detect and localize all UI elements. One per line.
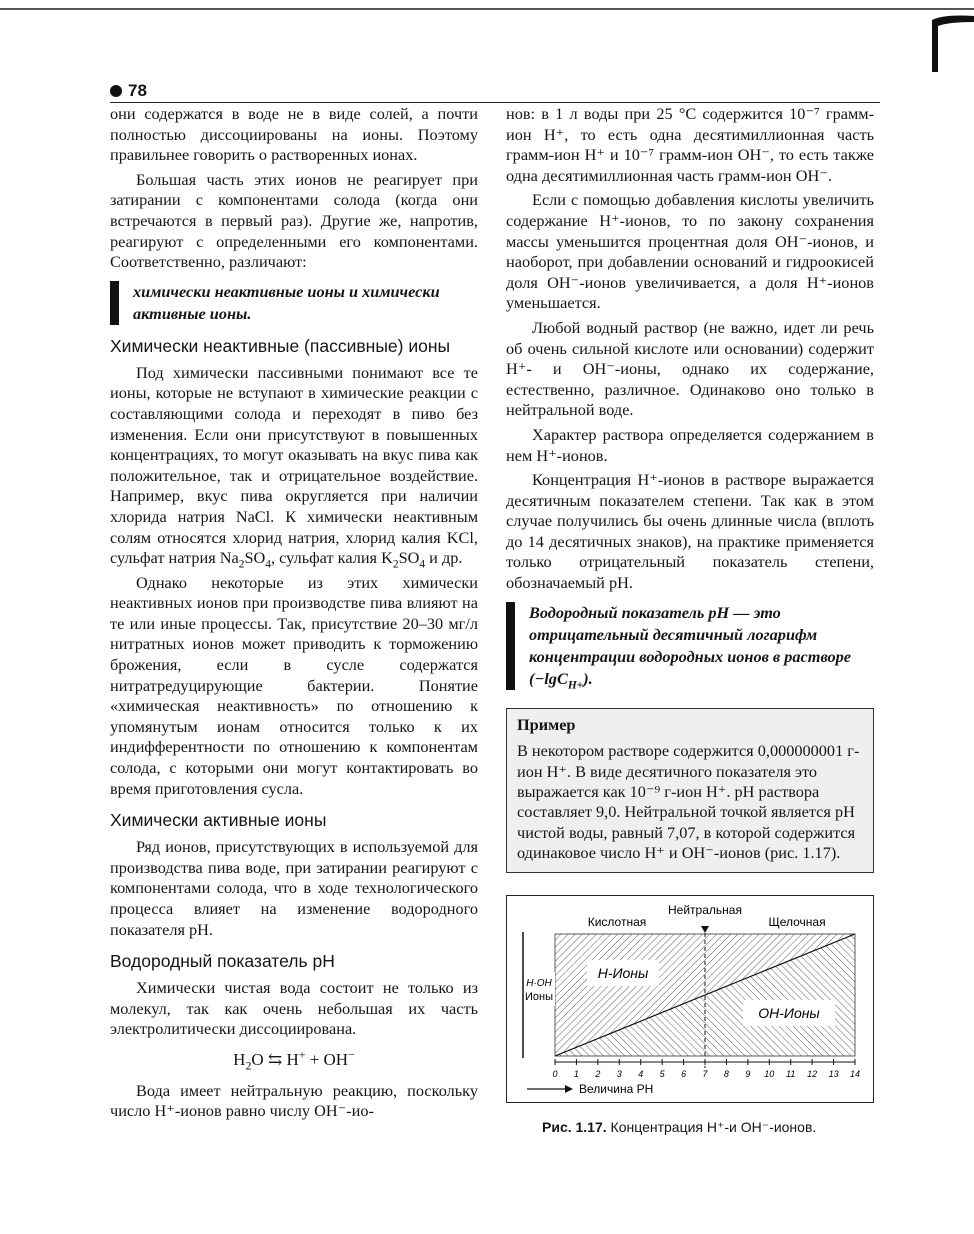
y-label-line1: H·OH <box>526 977 552 989</box>
scan-corner-mark <box>924 12 974 72</box>
definition-text: химически неактивные ионы и химически активные ионы. <box>133 281 440 323</box>
paragraph: Любой водный раствор (не важно, идет ли речь об очень сильной кислоте или основании) содержит H⁺- и OH⁻-ионы, однако их содержание, естественно, различное. Одинаково оно только в нейтральной воде. <box>506 317 874 420</box>
definition-box <box>506 602 874 690</box>
definition-bar <box>506 602 515 690</box>
paragraph: Однако некоторые из этих химически неактивных ионов при производстве пива влияют на те или иные процессы. Так, присутствие 20–30 мг/л нитратных ионов может приводить к торможению брожения, если в сусле содержатся нитратредуцирующие бактерии. Понятие «химическая неактивность» по отношению к упомянутым ионам относится только к их индифферентности по отношению к компонентам солода, с которыми они могут контактировать во время приготовления сусла. <box>110 572 478 798</box>
example-box <box>506 708 874 873</box>
x-tick-label: 7 <box>702 1068 708 1079</box>
equilibrium-arrow-icon: ⇆ <box>267 1049 283 1069</box>
ph-diagram-svg <box>507 896 873 1102</box>
x-tick-label: 10 <box>764 1068 775 1079</box>
definition-text: Водородный показатель pH — это отрицательный десятичный логарифм концентрации водородных ионов в растворе (−lgC$_{H+}$). <box>529 602 852 691</box>
paragraph: Вода имеет нейтральную реакцию, поскольку число H⁺-ионов равно числу OH⁻-ио- <box>110 1080 478 1121</box>
paragraph: они содержатся в воде не в виде солей, а почти полностью диссоциированы на ионы. Поэтому правильнее говорить о растворенных ионах. <box>110 104 478 165</box>
left-column <box>110 104 478 1122</box>
page-header <box>110 81 880 103</box>
paragraph: Под химически пассивными понимают все те ионы, которые не вступают в химические реакции с составляющими солода и переходят в пиво без изменения. Если они присутствуют в повышенных концентрациях, то могут оказывать на вкус пива как положительное, так и отрицательное воздействие. Например, вкус пива округляется при наличии хлорида натрия NaCl. К химически неактивным солям относятся хлорид натрия, хлорид калия KCl, сульфат натрия $Na_2SO_4$, сульфат калия $K_2SO_4$ и др. <box>110 362 478 571</box>
y-label-line2: Ионы <box>524 990 554 1003</box>
x-tick-label: 0 <box>552 1068 558 1079</box>
x-tick-label: 12 <box>807 1068 818 1079</box>
x-tick-label: 2 <box>595 1068 601 1079</box>
label-alkaline: Щелочная <box>768 914 826 929</box>
paragraph: Если с помощью добавления кислоты увеличить содержание H⁺-ионов, то по закону сохранения массы уменьшится процентная доля OH⁻-ионов, и наоборот, при добавлении оснований и гидроокисей доля OH⁻-ионов увеличивается, а доля H⁺-ионов уменьшается. <box>506 190 874 313</box>
scan-top-edge <box>0 0 974 10</box>
right-column <box>506 104 874 1137</box>
x-tick-label: 1 <box>573 1068 579 1079</box>
figure-caption: Рис. 1.17. Концентрация H⁺-и OH⁻-ионов. <box>542 1118 817 1135</box>
x-label-arrow-icon <box>565 1085 573 1093</box>
paragraph: Концентрация H⁺-ионов в растворе выражается десятичным показателем степени. Так как в этом случае получились бы очень длинные числа (вплоть до 14 десятичных знаков), на практике применяется только отрицательный показатель степени, обозначаемый pH. <box>506 470 874 593</box>
dissociation-formula: $H_2O$ ⇆ H+ + OH− <box>233 1047 355 1073</box>
example-text: В некотором растворе содержится 0,000000001 г-ион H⁺. В виде десятичного показателя это выражается как 10⁻⁹ г-ион H⁺. pH раствора составляет 9,0. Нейтральной точкой является pH чистой воды, равный 7,07, в которой содержится одинаковое число H⁺ и OH⁻-ионов (рис. 1.17). <box>517 741 860 863</box>
x-tick-label: 5 <box>659 1068 665 1079</box>
x-tick-label: 8 <box>723 1068 729 1079</box>
label-neutral: Нейтральная <box>668 902 742 917</box>
paragraph: Химически чистая вода состоит не только из молекул, так как очень небольшая их часть электролитически диссоциирована. <box>110 978 478 1039</box>
paragraph: нов: в 1 л воды при 25 °С содержится 10⁻⁷ грамм-ион H⁺, то есть одна десятимиллионная часть грамм-ион H⁺ и 10⁻⁷ грамм-ион OH⁻, то есть также одна десятимиллионная часть грамм-ион OH⁻. <box>506 104 874 185</box>
region-h-label: H-Ионы <box>597 964 649 981</box>
example-title: Пример <box>517 714 576 734</box>
paragraph: Большая часть этих ионов не реагирует при затирании с компонентами солода (когда они встречаются в первый раз). Другие же, напротив, реагируют с определенными его компонентами. Соответственно, различают: <box>110 169 478 272</box>
x-tick-label: 4 <box>638 1068 644 1079</box>
x-tick-label: 14 <box>849 1068 861 1079</box>
definition-box <box>110 281 478 325</box>
section-heading: Химически активные ионы <box>110 810 327 831</box>
ph-diagram <box>506 895 874 1103</box>
paragraph: Ряд ионов, присутствующих в используемой для производства пива воде, при затирании реагируют с компонентами солода, что в ходе технологического процесса влияет на изменение водородного показателя pH. <box>110 837 478 939</box>
neutral-arrow-icon <box>701 926 709 933</box>
region-oh-label: OH-Ионы <box>758 1004 820 1021</box>
label-acid: Кислотная <box>587 914 647 929</box>
section-heading: Химически неактивные (пассивные) ионы <box>110 335 451 356</box>
x-tick-label: 9 <box>745 1068 751 1079</box>
bullet-icon <box>110 85 122 97</box>
x-tick-label: 3 <box>616 1068 622 1079</box>
x-label: Величина PH <box>579 1081 654 1096</box>
paragraph: Характер раствора определяется содержанием в нем H⁺-ионов. <box>506 424 874 465</box>
x-tick-label: 11 <box>786 1068 796 1079</box>
figure <box>506 895 874 1138</box>
section-heading: Водородный показатель pH <box>110 951 335 972</box>
page-number: 78 <box>110 81 147 101</box>
definition-bar <box>110 281 119 325</box>
x-tick-label: 13 <box>828 1068 839 1079</box>
x-tick-label: 6 <box>681 1068 687 1079</box>
